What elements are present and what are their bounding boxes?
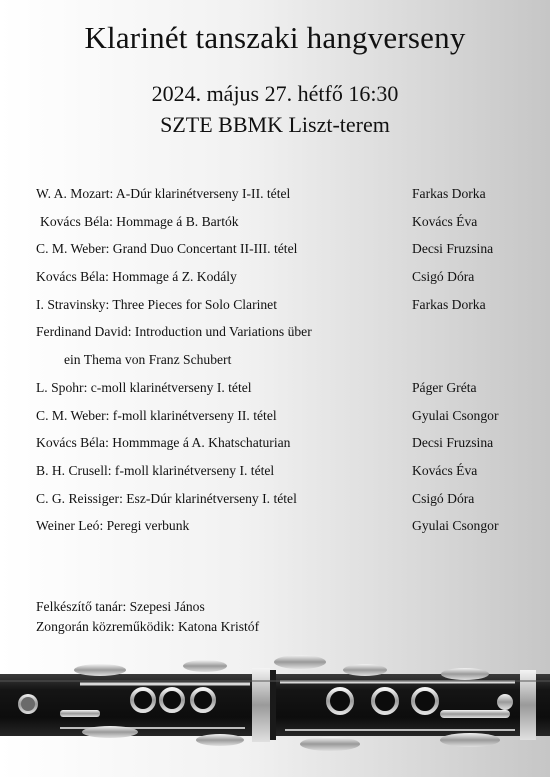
program-performer: Kovács Éva xyxy=(412,462,478,478)
program-piece: W. A. Mozart: A-Dúr klarinétverseny I-II. tétel xyxy=(36,186,291,201)
credits xyxy=(36,597,259,637)
program-piece: C. G. Reissiger: Esz-Dúr klarinétverseny I. tétel xyxy=(36,490,297,506)
program-item-continuation xyxy=(36,352,550,380)
event-datetime: 2024. május 27. hétfő 16:30 xyxy=(151,81,399,106)
program-piece: I. Stravinsky: Three Pieces for Solo Clarinet xyxy=(36,296,277,312)
program-performer: Gyulai Csongor xyxy=(412,518,499,534)
program-performer: Decsi Fruzsina xyxy=(412,241,494,257)
program-performer: Csigó Dóra xyxy=(412,490,475,506)
program-item xyxy=(36,297,550,325)
program-piece: Kovács Béla: Hommage á Z. Kodály xyxy=(36,269,237,285)
program-item xyxy=(36,214,550,242)
program-item xyxy=(36,408,550,436)
program-list xyxy=(36,186,550,546)
event-venue: SZTE BBMK Liszt-terem xyxy=(160,112,390,137)
program-item xyxy=(36,186,550,214)
program-piece: C. M. Weber: Grand Duo Concertant II-III. tétel xyxy=(36,241,298,257)
program-piece: ein Thema von Franz Schubert xyxy=(64,352,232,368)
program-item xyxy=(36,380,550,408)
program-piece: Weiner Leó: Peregi verbunk xyxy=(36,518,190,534)
program-performer: Decsi Fruzsina xyxy=(412,435,494,451)
program-item xyxy=(36,518,550,546)
program-performer: Farkas Dorka xyxy=(412,186,486,201)
clarinet-image xyxy=(0,640,550,777)
program-piece: Kovács Béla: Hommmage á A. Khatschaturian xyxy=(36,435,291,451)
pianist-credit: Zongorán közreműködik: Katona Kristóf xyxy=(36,619,260,634)
program-performer: Farkas Dorka xyxy=(412,296,486,312)
teacher-credit: Felkészítő tanár: Szepesi János xyxy=(36,599,205,614)
program-item xyxy=(36,491,550,519)
program-piece: B. H. Crusell: f-moll klarinétverseny I. tétel xyxy=(36,462,275,478)
program-item xyxy=(36,324,550,352)
program-piece: Ferdinand David: Introduction und Variations über xyxy=(36,324,312,340)
program-item xyxy=(36,435,550,463)
program-piece: L. Spohr: c-moll klarinétverseny I. tétel xyxy=(36,379,252,395)
poster-title: Klarinét tanszaki hangverseny xyxy=(84,20,466,55)
program-item xyxy=(36,241,550,269)
program-performer: Kovács Éva xyxy=(412,213,478,229)
program-item xyxy=(36,463,550,491)
program-performer: Gyulai Csongor xyxy=(412,407,499,423)
program-item xyxy=(36,269,550,297)
program-piece: Kovács Béla: Hommage á B. Bartók xyxy=(40,213,239,229)
program-performer: Páger Gréta xyxy=(412,379,477,395)
program-piece: C. M. Weber: f-moll klarinétverseny II. tétel xyxy=(36,407,277,423)
program-performer: Csigó Dóra xyxy=(412,269,475,285)
